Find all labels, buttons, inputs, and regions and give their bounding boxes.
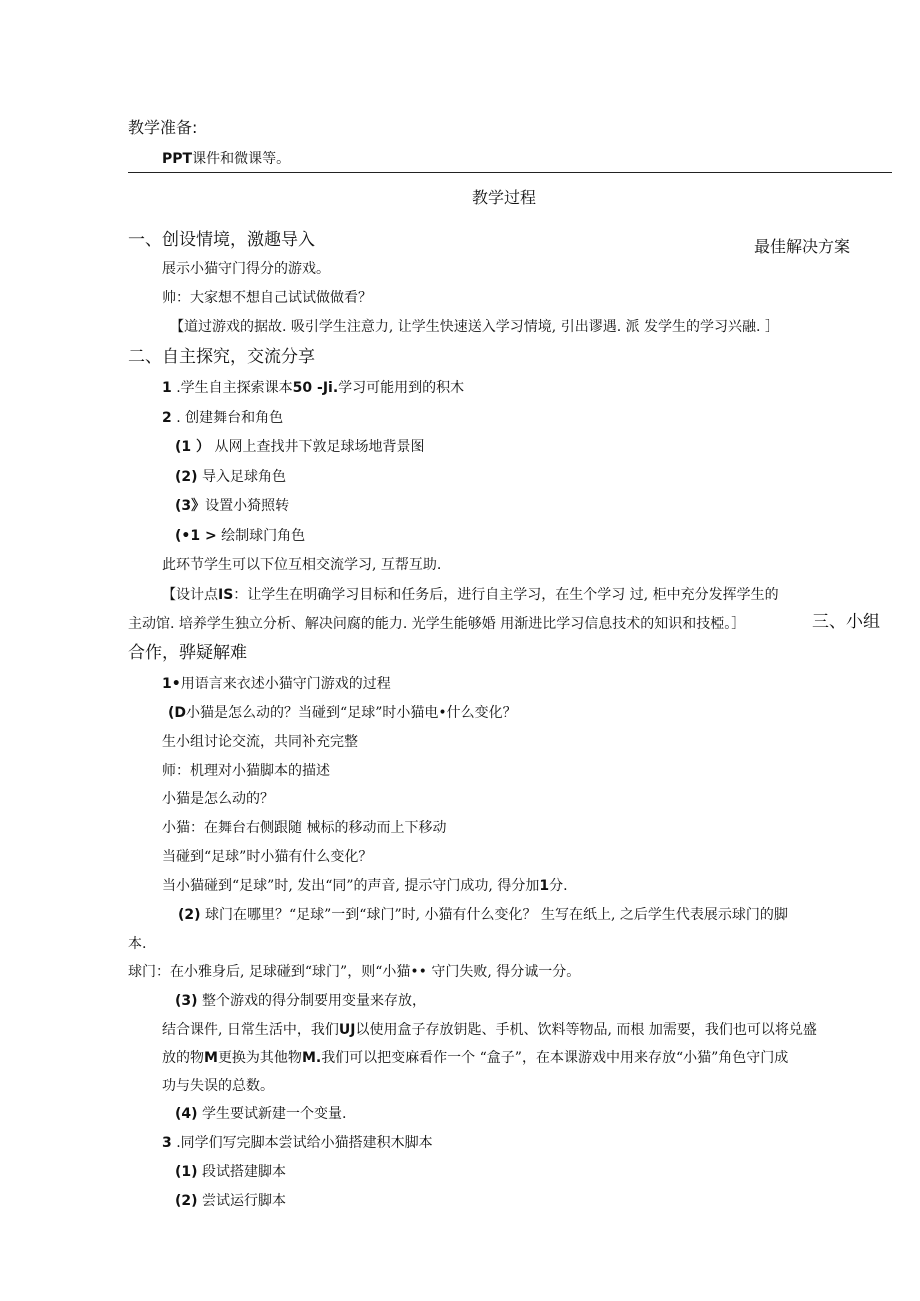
- line-6-text-b: 分.: [549, 878, 568, 894]
- sub-4-number: (•1 >: [175, 528, 217, 544]
- question-3-text: 整个游戏的得分制要用变量来存放，: [197, 993, 426, 1009]
- prep-content-bold: PPT: [162, 151, 193, 167]
- section1-line-1: 展示小猫守门得分的游戏。: [162, 261, 330, 277]
- para-2-bold-1: M: [204, 1050, 218, 1066]
- section3-line-4: 小猫：在舞台右侧跟随 械标的移动而上下移动: [162, 820, 447, 836]
- section2-item-2-number: 2: [162, 410, 172, 426]
- section3-para-3: 功与失误的总数。: [162, 1078, 274, 1094]
- s3-sub-1-text: 段试搭建脚本: [197, 1164, 286, 1180]
- question-2-text: 球门在哪里？“足球”一到“球门”时, 小猫有什么变化？ 生写在纸上, 之后学生代表展示球门的脚: [200, 907, 788, 923]
- design-code: IS: [218, 587, 234, 603]
- sub-3-text: 设置小猗照转: [205, 498, 290, 514]
- section3-item-1: [162, 675, 391, 693]
- section3-goal-line: 球门：在小雅身后, 足球碰到“球门”，则“小猫•• 守门失败, 得分诚一分。: [128, 964, 581, 980]
- para-1-bold: UJ: [338, 1022, 356, 1038]
- section1-line-2: 帅：大家想不想自己试试做做看？: [162, 290, 372, 306]
- sub-2-text: 导入足球角色: [197, 469, 286, 485]
- prep-content: [162, 150, 290, 168]
- process-title: 教学过程: [472, 188, 537, 207]
- question-2-number: (2): [178, 907, 201, 923]
- section2-item-1-number: 1: [162, 380, 172, 396]
- section2-design-line-2: 主动馆. 培养学生独立分析、解决问腐的能力. 光学生能够婚 用渐进比学习信息技术的知识和技椏。］: [128, 616, 746, 632]
- para-1-text-b: 以使用盒子存放钥匙、手机、饮料等物品, 而根 加需要，我们也可以将兑盛: [355, 1022, 817, 1038]
- section2-heading: 二、自主探究，交流分享: [128, 347, 315, 367]
- section3-line-2: 师：机理对小猫脚本的描述: [162, 763, 330, 779]
- section2-sub-1: [175, 438, 424, 456]
- question-1-text: 小猫是怎么动的？当碰到“足球”时小猫电•什么变化？: [186, 705, 517, 721]
- section2-item-2: [162, 409, 283, 427]
- question-1-number: (D: [168, 705, 187, 721]
- section2-item-1-text-b: 学习可能用到的积木: [338, 380, 465, 396]
- section3-para-2: [162, 1049, 788, 1067]
- s3-sub-2-number: (2): [175, 1193, 198, 1209]
- section3-question-1: [168, 704, 517, 722]
- section3-question-3: [175, 992, 426, 1010]
- section3-item-3-number: 3: [162, 1135, 172, 1151]
- section2-sub-4: [175, 527, 305, 545]
- design-text-1: ：让学生在明确学习目标和任务后，进行自主学习，在生个学习 过, 柜中充分发挥学生的: [233, 587, 779, 603]
- section1-heading: 一、创设情境，激趣导入: [128, 230, 315, 250]
- line-6-number: 1: [539, 878, 550, 894]
- section2-item-1: [162, 379, 464, 397]
- section3-sub-1: [175, 1163, 286, 1181]
- section3-heading-part2: 合作，骅疑解难: [128, 643, 247, 663]
- question-4-text: 学生要试新建一个变量.: [197, 1106, 347, 1122]
- section2-item-1-ref: 50 -Ji.: [292, 380, 339, 396]
- section3-line-6: [162, 877, 568, 895]
- para-2-bold-2: M.: [301, 1050, 322, 1066]
- section3-question-2-cont: 本.: [128, 936, 147, 952]
- sub-1-text: 从网上查找井下敦足球场地背景图: [214, 439, 425, 455]
- prep-content-rest: 课件和微课等。: [192, 151, 291, 167]
- section2-item-1-text-a: .学生自主探索课本: [171, 380, 293, 396]
- section3-item-3: [162, 1134, 433, 1152]
- sub-3-number: (3》: [175, 498, 206, 514]
- prep-heading: 教学准备:: [128, 118, 198, 137]
- para-2-text-b: 更换为其他物: [217, 1050, 302, 1066]
- section2-sub-3: [175, 497, 289, 515]
- section3-line-3: 小猫是怎么动的？: [162, 791, 274, 807]
- line-6-text-a: 当小猫碰到“足球”时, 发出“同”的声音, 提示守门成功, 得分加: [162, 878, 540, 894]
- section2-design-line-1: [162, 586, 779, 604]
- sub-2-number: (2): [175, 469, 198, 485]
- section3-heading-part1: 三、小组: [812, 612, 880, 632]
- section3-item-1-number: 1•: [162, 676, 181, 692]
- section2-item-2-text: . 创建舞台和角色: [171, 410, 284, 426]
- section1-design-note: 【道过游戏的据故. 吸引学生注意力, 让学生快速送入学习情境, 引出谬遇. 派 发学生的学习兴融. ］: [170, 319, 779, 335]
- para-2-text-a: 放的物: [162, 1050, 204, 1066]
- section3-item-3-text: .同学们写完脚本尝试给小猫搭建积木脚本: [171, 1135, 433, 1151]
- question-4-number: (4): [175, 1106, 198, 1122]
- section3-question-4: [175, 1105, 346, 1123]
- question-3-number: (3): [175, 993, 198, 1009]
- divider-line: [128, 172, 892, 173]
- s3-sub-2-text: 尝试运行脚本: [197, 1193, 286, 1209]
- design-bracket: 【设计点: [162, 587, 218, 603]
- section3-item-1-text: 用语言来衣述小猫守门游戏的过程: [180, 676, 391, 692]
- section3-line-5: 当碰到“足球”时小猫有什么变化？: [162, 849, 373, 865]
- para-1-text-a: 结合课件, 日常生活中，我们: [162, 1022, 339, 1038]
- section2-sub-2: [175, 468, 286, 486]
- section3-para-1: [162, 1021, 817, 1039]
- side-label: 最佳解决方案: [754, 237, 851, 256]
- section3-question-2: [178, 906, 788, 924]
- section3-sub-2: [175, 1192, 286, 1210]
- sub-4-text: 绘制球门角色: [216, 528, 306, 544]
- sub-1-number: (1 ）: [175, 439, 211, 455]
- s3-sub-1-number: (1): [175, 1164, 198, 1180]
- section2-exchange: 此环节学生可以下位互相交流学习, 互帮互助.: [162, 557, 442, 573]
- para-2-text-c: 我们可以把变麻看作一个 “盒子”，在本课游戏中用来存放“小猫”角色守门成: [321, 1050, 789, 1066]
- section3-line-1: 生小组讨论交流，共同补充完整: [162, 734, 358, 750]
